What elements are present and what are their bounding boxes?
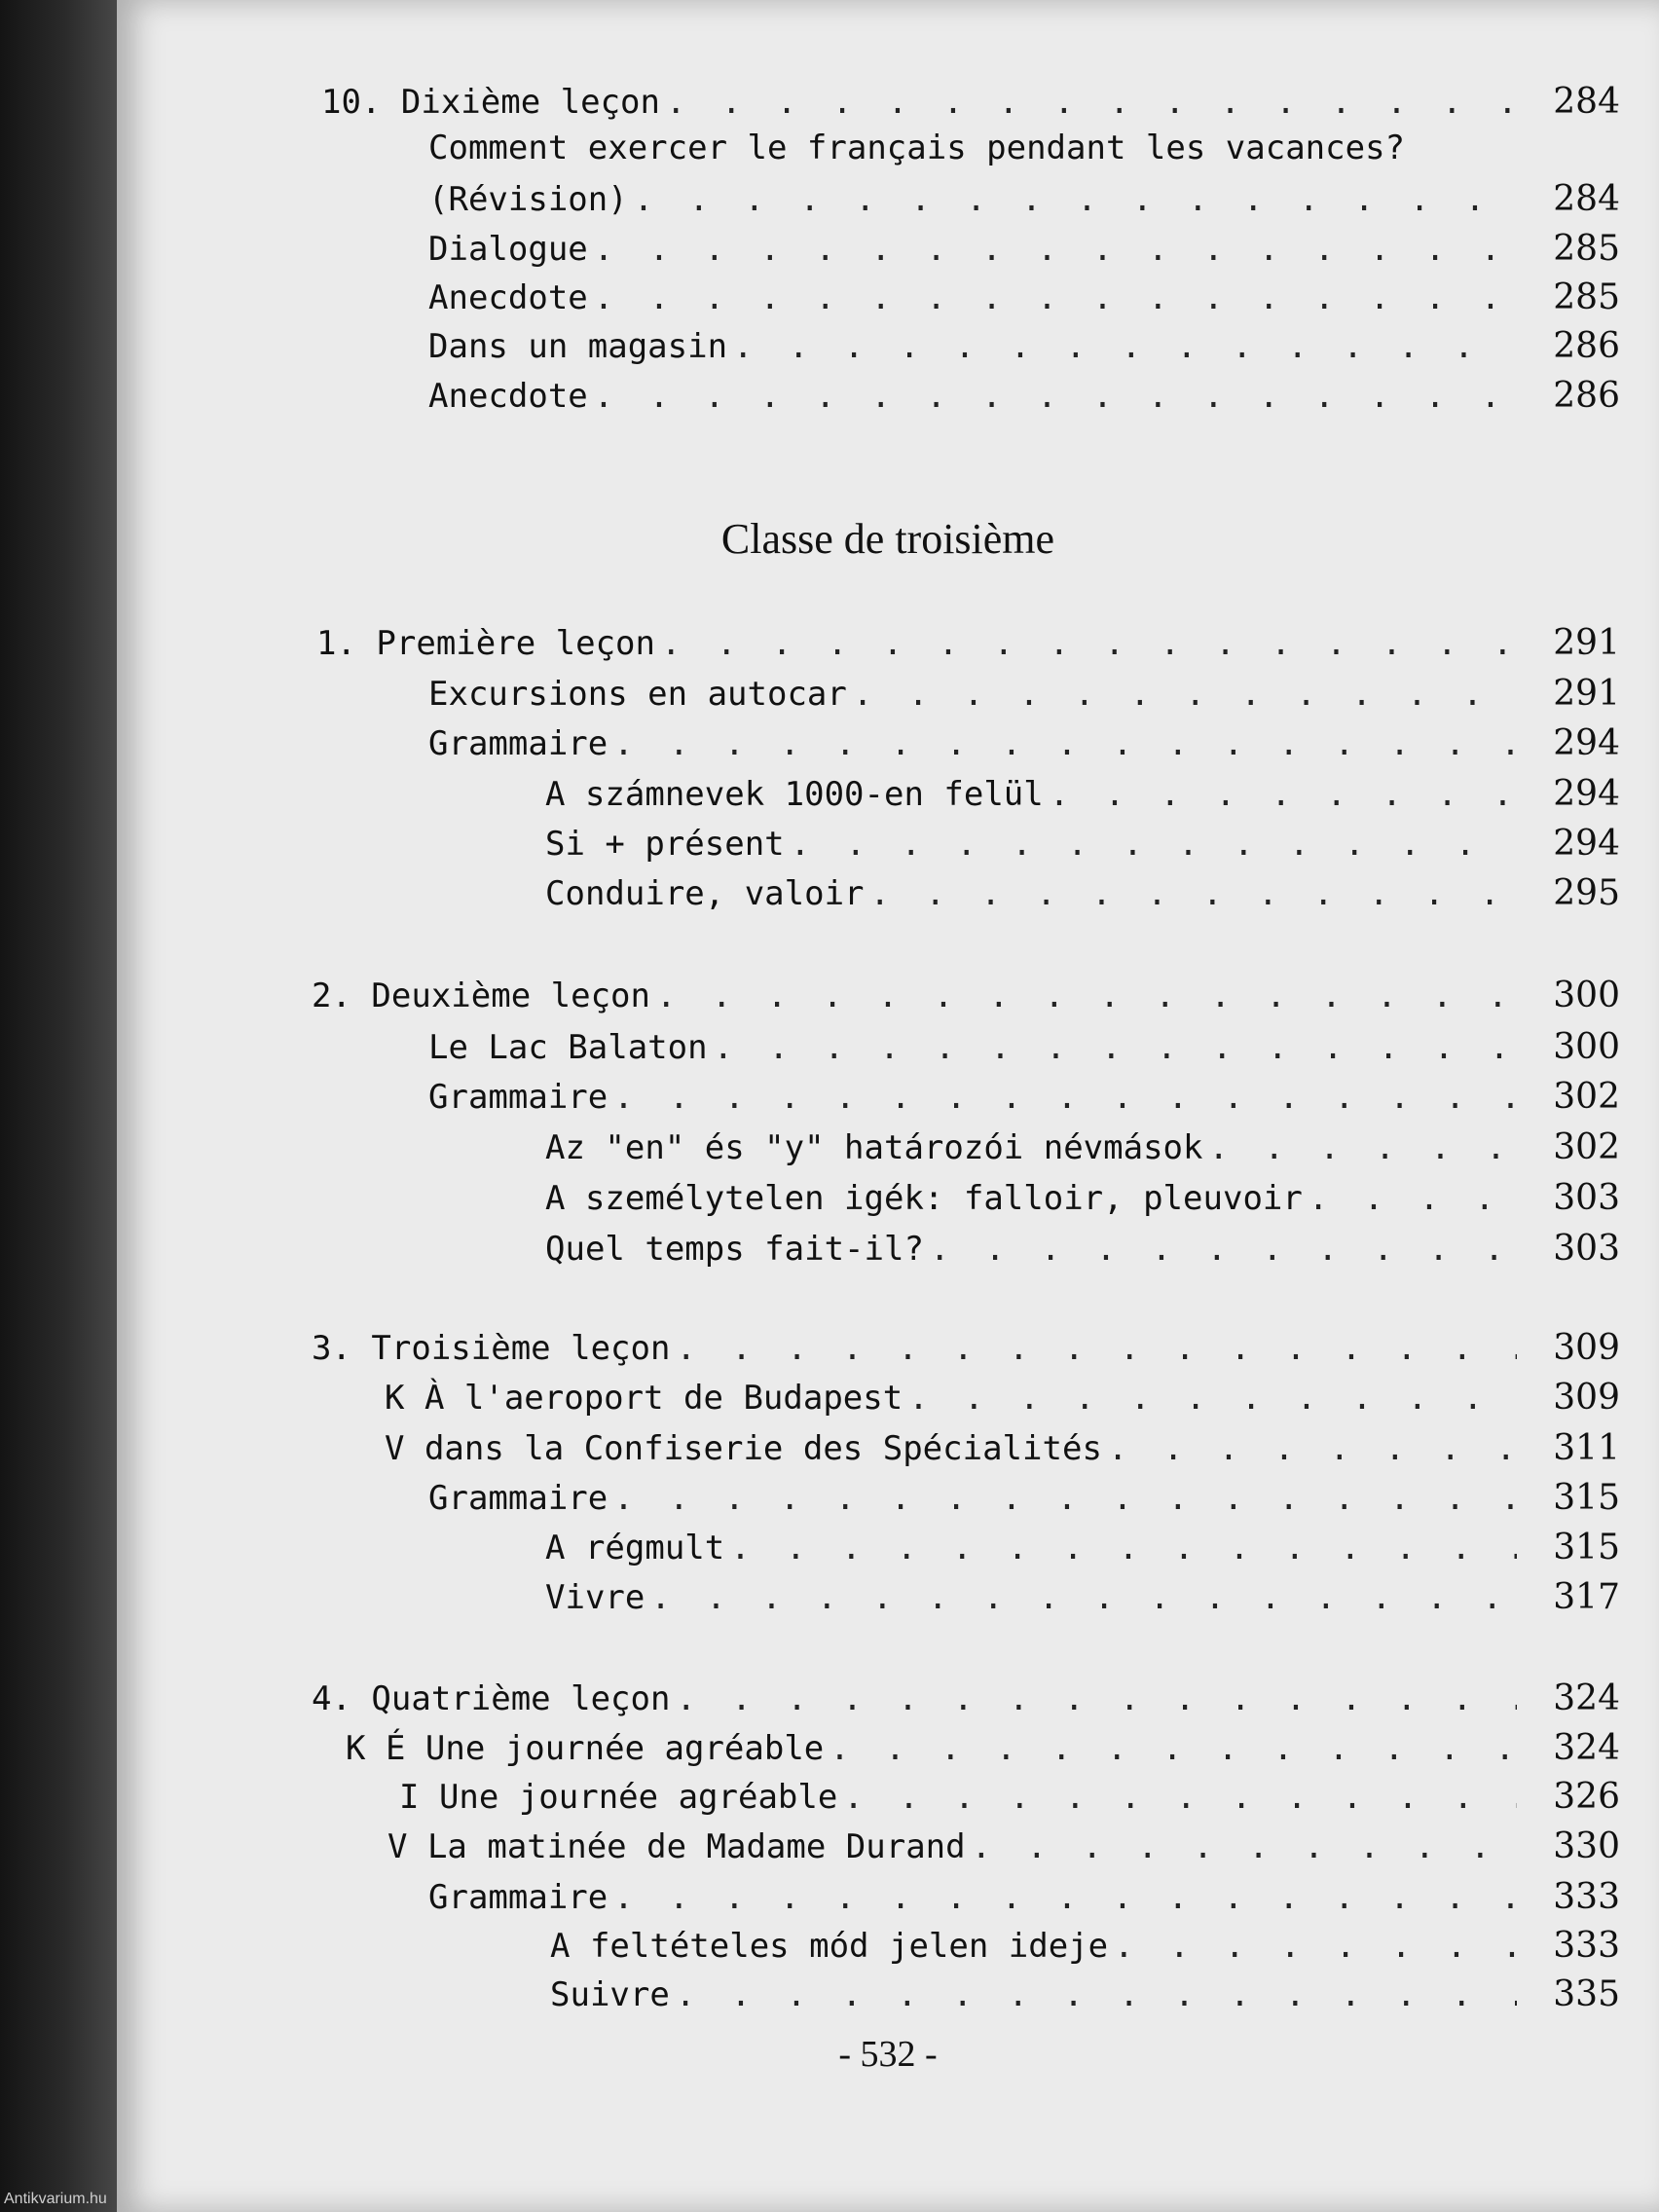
- dot-leader: [714, 1028, 1517, 1067]
- toc-entry: [428, 1027, 1659, 1072]
- section-heading: Classe de troisième: [720, 515, 1055, 563]
- toc-entry-page: 285: [1553, 229, 1620, 269]
- toc-entry-label: Suivre: [550, 1975, 670, 2014]
- toc-entry-page: 326: [1553, 1777, 1620, 1817]
- dot-leader: [661, 624, 1517, 663]
- toc-entry-label: Anecdote: [428, 377, 588, 416]
- dot-leader: [972, 1827, 1517, 1866]
- dot-leader: [1309, 1179, 1517, 1218]
- toc-entry: [545, 1229, 1659, 1273]
- dot-leader: [594, 278, 1517, 317]
- toc-entry: [428, 229, 1659, 274]
- toc-entry: [428, 1877, 1659, 1922]
- toc-entry-label: A feltételes mód jelen ideje: [550, 1927, 1109, 1966]
- toc-entry-page: 284: [1553, 179, 1620, 219]
- toc-entry-page: 285: [1553, 277, 1620, 317]
- book-page: [117, 0, 1659, 2212]
- page-number: - 532 -: [838, 2034, 938, 2075]
- toc-entry-page: 335: [1553, 1974, 1620, 2014]
- dot-leader: [843, 1778, 1517, 1817]
- toc-entry-lesson-4: [312, 1678, 1659, 1723]
- toc-entry-page: 300: [1553, 976, 1620, 1015]
- dot-leader: [676, 1975, 1517, 2014]
- dot-leader: [613, 1078, 1517, 1117]
- dot-leader: [634, 180, 1517, 219]
- dot-leader: [830, 1729, 1517, 1768]
- dot-leader: [1114, 1927, 1517, 1966]
- toc-entry-label: Si + présent: [545, 825, 785, 864]
- toc-entry-page: 291: [1553, 623, 1620, 663]
- toc-entry: [428, 1077, 1659, 1122]
- dot-leader: [791, 825, 1517, 864]
- toc-entry-lesson-2: [312, 976, 1659, 1020]
- toc-entry: [550, 1974, 1659, 2019]
- dot-leader: [594, 377, 1517, 416]
- dot-leader: [870, 874, 1517, 913]
- toc-entry-label: Le Lac Balaton: [428, 1028, 708, 1067]
- dot-leader: [594, 230, 1517, 269]
- toc-entry: [428, 723, 1659, 768]
- dot-leader: [1050, 775, 1517, 814]
- toc-entry-label: Grammaire: [428, 1479, 608, 1518]
- table-of-contents: [117, 0, 1659, 2212]
- toc-entry-page: 333: [1553, 1877, 1620, 1917]
- toc-entry: [545, 1577, 1659, 1622]
- toc-entry-label: V La matinée de Madame Durand: [387, 1827, 966, 1866]
- toc-entry-label: A számnevek 1000-en felül: [545, 775, 1044, 814]
- toc-entry: [399, 1777, 1659, 1822]
- toc-entry-label: Grammaire: [428, 1078, 608, 1117]
- dot-leader: [666, 83, 1517, 122]
- toc-entry-label: Dialogue: [428, 230, 588, 269]
- toc-entry-page: 294: [1553, 723, 1620, 763]
- toc-entry-label: 2. Deuxième leçon: [312, 977, 650, 1015]
- toc-entry-label: 10. Dixième leçon: [321, 83, 660, 122]
- toc-entry: [428, 376, 1659, 421]
- toc-entry-label: K É Une journée agréable: [346, 1729, 825, 1768]
- toc-entry-label: Grammaire: [428, 1878, 608, 1917]
- toc-entry-page: 303: [1553, 1178, 1620, 1218]
- toc-entry-label: Vivre: [545, 1578, 645, 1617]
- toc-entry-lesson-3: [312, 1328, 1659, 1373]
- toc-entry-page: 330: [1553, 1826, 1620, 1866]
- toc-wrapped-title: Comment exercer le français pendant les vacances?: [428, 129, 1406, 167]
- toc-entry: [545, 1528, 1659, 1572]
- toc-entry: [428, 1478, 1659, 1523]
- dot-leader: [613, 724, 1517, 763]
- toc-entry: [545, 1127, 1659, 1172]
- toc-entry-label: A személytelen igék: falloir, pleuvoir: [545, 1179, 1303, 1218]
- dot-leader: [656, 977, 1517, 1015]
- toc-entry: [545, 774, 1659, 819]
- dot-leader: [676, 1329, 1517, 1368]
- toc-entry-page: 311: [1553, 1428, 1620, 1468]
- toc-entry-page: 286: [1553, 326, 1620, 366]
- toc-entry-page: 309: [1553, 1328, 1620, 1368]
- toc-entry-page: 294: [1553, 774, 1620, 814]
- toc-entry-label: K À l'aeroport de Budapest: [385, 1379, 903, 1418]
- book-spine-shadow: [0, 0, 117, 2212]
- dot-leader: [730, 1529, 1517, 1567]
- toc-entry: [545, 1178, 1659, 1223]
- toc-entry-label: I Une journée agréable: [399, 1778, 838, 1817]
- toc-entry-label: Az "en" és "y" határozói névmások: [545, 1128, 1203, 1167]
- toc-entry-page: 324: [1553, 1678, 1620, 1718]
- toc-entry-page: 284: [1553, 82, 1620, 122]
- dot-leader: [733, 327, 1517, 366]
- toc-entry: [385, 1428, 1659, 1473]
- dot-leader: [1209, 1128, 1517, 1167]
- toc-entry-label: Dans un magasin: [428, 327, 728, 366]
- toc-entry-label: Excursions en autocar: [428, 675, 847, 714]
- toc-entry-page: 333: [1553, 1926, 1620, 1966]
- toc-entry-page: 302: [1553, 1077, 1620, 1117]
- toc-entry: [428, 674, 1659, 719]
- toc-entry-lesson-1: [316, 623, 1659, 668]
- dot-leader: [853, 675, 1517, 714]
- toc-entry-page: 324: [1553, 1728, 1620, 1768]
- toc-entry-page: 315: [1553, 1478, 1620, 1518]
- toc-entry-page: 300: [1553, 1027, 1620, 1067]
- toc-entry: [545, 824, 1659, 868]
- toc-entry: [428, 179, 1659, 224]
- toc-entry-label: 3. Troisième leçon: [312, 1329, 671, 1368]
- toc-entry: [428, 277, 1659, 322]
- toc-entry-page: 303: [1553, 1229, 1620, 1269]
- dot-leader: [908, 1379, 1517, 1418]
- toc-entry-label: A régmult: [545, 1529, 725, 1567]
- toc-entry-label: (Révision): [428, 180, 628, 219]
- toc-entry-page: 295: [1553, 873, 1620, 913]
- toc-entry-label: Grammaire: [428, 724, 608, 763]
- dot-leader: [1108, 1429, 1517, 1468]
- dot-leader: [930, 1230, 1517, 1269]
- toc-entry-page: 315: [1553, 1528, 1620, 1567]
- dot-leader: [676, 1679, 1517, 1718]
- toc-entry-label: 1. Première leçon: [316, 624, 655, 663]
- toc-entry-label: V dans la Confiserie des Spécialités: [385, 1429, 1102, 1468]
- toc-entry-label: 4. Quatrième leçon: [312, 1679, 671, 1718]
- toc-entry-page: 291: [1553, 674, 1620, 714]
- toc-entry-label: Anecdote: [428, 278, 588, 317]
- toc-entry: [545, 873, 1659, 918]
- toc-entry-label: Quel temps fait-il?: [545, 1230, 924, 1269]
- dot-leader: [613, 1479, 1517, 1518]
- toc-entry: [385, 1378, 1659, 1422]
- watermark: Antikvarium.hu: [4, 2191, 107, 2207]
- toc-entry-label: Conduire, valoir: [545, 874, 865, 913]
- toc-entry-page: 286: [1553, 376, 1620, 416]
- toc-entry-lesson-10: [321, 82, 1659, 127]
- toc-entry-page: 317: [1553, 1577, 1620, 1617]
- toc-entry-page: 294: [1553, 824, 1620, 864]
- toc-entry-page: 309: [1553, 1378, 1620, 1418]
- toc-entry: [387, 1826, 1659, 1871]
- toc-entry: [428, 326, 1659, 371]
- dot-leader: [650, 1578, 1517, 1617]
- dot-leader: [613, 1878, 1517, 1917]
- toc-entry: [550, 1926, 1659, 1971]
- toc-entry-page: 302: [1553, 1127, 1620, 1167]
- toc-entry: [346, 1728, 1659, 1773]
